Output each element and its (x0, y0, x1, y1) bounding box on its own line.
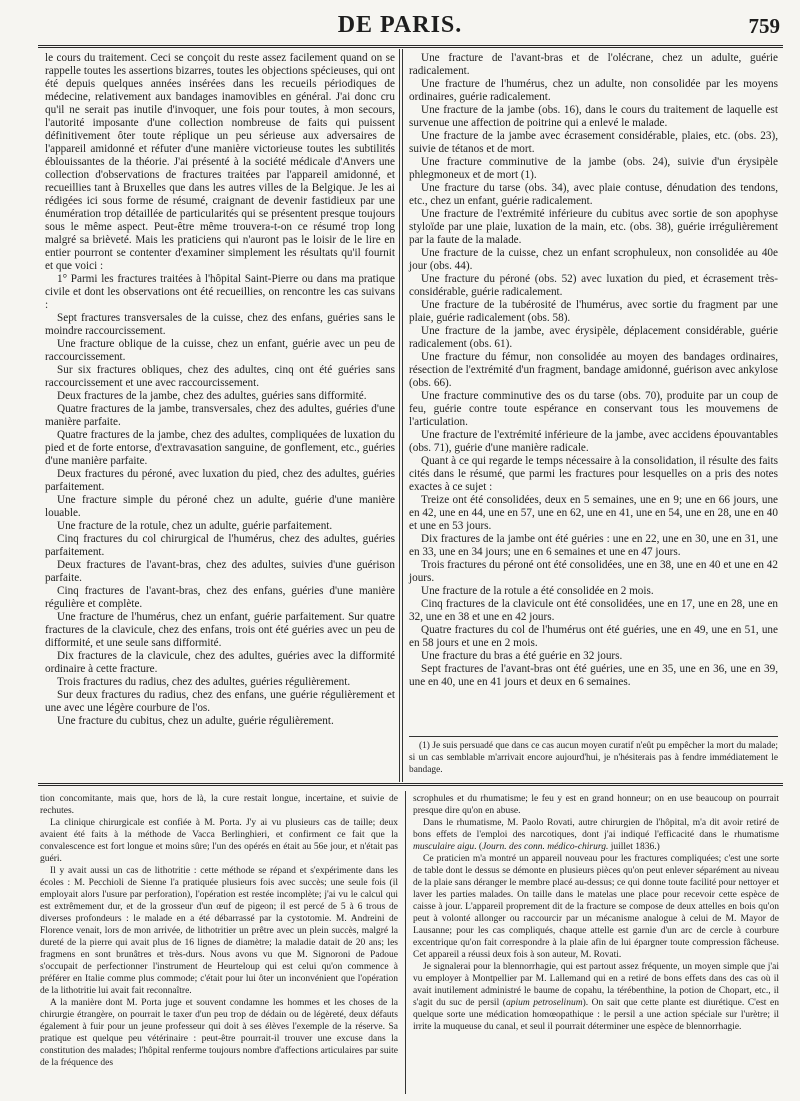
upper-left-column (45, 52, 395, 728)
paragraph: Cinq fractures de la clavicule ont été consolidées, une en 17, une en 28, une en 32, une en 38 et une en 42 jours. (409, 598, 778, 623)
paragraph: Trois fractures du péroné ont été consolidées, une en 38, une en 40 et une en 42 jours. (409, 559, 778, 584)
paragraph: Sept fractures transversales de la cuisse, chez des enfans, guéries sans le moindre raccourcissement. (45, 312, 395, 337)
paragraph: Sur six fractures obliques, chez des adultes, cinq ont été guéries sans raccourcissement et une avec raccourcissement. (45, 364, 395, 389)
italic-text: apium petroselinum (505, 998, 583, 1008)
lower-right-column (413, 793, 779, 1033)
paragraph: Une fracture de la rotule, chez un adulte, guérie parfaitement. (57, 520, 333, 532)
text-run: Je signalerai pour la blennorrhagie, qui est partout assez fréquente, un moyen simple que j'ai vu employer à Montpellier par M. Lallemand qui en a retiré de bons effets dans des cas où il avait inutilement administré le baume de copahu, la térébenthine, la potion de Chopart, etc., il s'agit du suc de persil ( (413, 962, 779, 1008)
paragraph: Deux fractures du péroné, avec luxation du pied, chez des adultes, guéries parfaitement. (45, 468, 395, 493)
paragraph (413, 817, 779, 853)
paragraph: Une fracture de l'humérus, chez un adulte, non consolidée par les moyens ordinaires, guérie radicalement. (409, 78, 778, 103)
paragraph: tion concomitante, mais que, hors de là, la cure restait longue, incertaine, et suivie de rechutes. (40, 794, 398, 816)
paragraph: Une fracture du cubitus, chez un adulte, guérie régulièrement. (57, 715, 334, 727)
paragraph: Une fracture de la rotule a été consolidée en 2 mois. (421, 585, 654, 597)
section-rule (38, 783, 783, 786)
paragraph: Une fracture du bras a été guérie en 32 jours. (421, 650, 623, 662)
footnote (409, 741, 778, 776)
column-divider-double (399, 49, 403, 782)
paragraph: Une fracture du fémur, non consolidée au moyen des bandages ordinaires, résection de l'extrémité d'un fragment, bandage amidonné, guérison avec ankylose (obs. 66). (409, 351, 778, 389)
paragraph: Une fracture de l'avant-bras et de l'olécrane, chez un adulte, guérie radicalement. (409, 52, 778, 77)
header-rule (38, 45, 783, 48)
paragraph: Une fracture du péroné (obs. 52) avec luxation du pied, et écrasement très-considérable, guérie radicalement. (409, 273, 778, 298)
page-title: DE PARIS. (337, 12, 463, 38)
paragraph: Une fracture de la jambe avec écrasement considérable, plaies, etc. (obs. 23), suivie de tétanos et de mort. (409, 130, 778, 155)
text-run: . ( (474, 842, 483, 852)
paragraph: Une fracture de la tubérosité de l'humérus, avec sortie du fragment par une plaie, guérie radicalement (obs. 58). (409, 299, 778, 324)
upper-right-column (409, 52, 778, 689)
paragraph: Quant à ce qui regarde le temps nécessaire à la consolidation, il résulte des faits cités dans le résumé, que parmi les fractures pour lesquelles on a pris des notes exactes à ce sujet : (409, 455, 778, 493)
paragraph: Cinq fractures du col chirurgical de l'humérus, chez des adultes, guéries parfaitement. (45, 533, 395, 558)
text-run: ). On sait que cette plante est diurétique. C'est en quelque sorte une médication homœopathique : le persil a une action spéciale sur l'urètre; il irrite la muqueuse du canal, et seul il pourrait déterminer une espèce de blennorrhagie. (413, 998, 779, 1032)
paragraph: Il y avait aussi un cas de lithotritie : cette méthode se répand et s'expérimente dans les écoles : M. Pecchioli de Sienne l'a pratiquée plusieurs fois avec succès; une seule fois (il employait alors l'usure par perforation), l'opération est restée incomplète; j'ai vu le calcul qui est extrêmement dur, et de la grosseur d'un œuf de pigeon; il est percé de 5 à 6 trous de diverses profondeurs : le malade en a été débarrassé par la cystotomie. M. Andreini de Florence venait, lors de mon arrivée, de lithotritier un prêtre avec un plein succès, malgré la dureté de la pierre qui avait plus de 16 lignes de diamètre; la maladie datait de 20 ans; les fragmens en sont brunâtres et très-durs. Nous avons vu que M. Signoroni de Padoue s'occupait de perfectionner l'instrument de Heurteloup qui est celui qu'on commence à préférer en Italie comme plus commode; c'était pour lui ôter un inconvénient que l'opération de la lithotritie lui avait fait reconnaître. (40, 866, 398, 996)
paragraph: Treize ont été consolidées, deux en 5 semaines, une en 9; une en 66 jours, une en 42, une en 44, une en 57, une en 62, une en 41, une en 54, une en 28, une en 40 et une en 53 jours. (409, 494, 778, 532)
paragraph: Sept fractures de l'avant-bras ont été guéries, une en 35, une en 36, une en 39, une en 40, une en 41 jours et deux en 6 semaines. (409, 663, 778, 688)
paragraph: Quatre fractures du col de l'humérus ont été guéries, une en 49, une en 51, une en 58 jours et une en 2 mois. (409, 624, 778, 649)
paragraph: La clinique chirurgicale est confiée à M. Porta. J'y ai vu plusieurs cas de taille; deux avaient été faits à la méthode de Vacca Berlinghieri, et confirment ce fait que la convalescence est fort longue et moins sûre; l'un des opérés en était au 56e jour, et n'était pas guéri. (40, 818, 398, 864)
paragraph: Dix fractures de la jambe ont été guéries : une en 22, une en 30, une en 31, une en 33, une en 34 jours; une en 6 semaines et une en 47 jours. (409, 533, 778, 558)
paragraph: Une fracture de la cuisse, chez un enfant scrophuleux, non consolidée au 40e jour (obs. 44). (409, 247, 778, 272)
paragraph: Une fracture de la jambe, avec érysipèle, déplacement considérable, guérie radicalement (obs. 61). (409, 325, 778, 350)
lower-left-column (40, 793, 398, 1069)
italic-text: musculaire aigu (413, 842, 475, 852)
paragraph: Dix fractures de la clavicule, chez des adultes, guéries avec la difformité ordinaire à cette fracture. (45, 650, 395, 675)
paragraph: Une fracture de l'extrémité inférieure du cubitus avec sortie de son apophyse styloïde par une plaie, luxation de la main, etc. (obs. 38), guérie irrégulièrement par la faute de la malade. (409, 208, 778, 246)
paragraph: Quatre fractures de la jambe, chez des adultes, compliquées de luxation du pied et de forte entorse, d'extravasation sanguine, de gonflement, etc., guéries d'une manière parfaite. (45, 429, 395, 467)
paragraph (413, 961, 779, 1033)
paragraph: A la manière dont M. Porta juge et souvent condamne les hommes et les choses de la chirurgie étrangère, on pourrait le taxer d'un peu trop de dédain ou de légèreté, deux défauts également à fuir pour un jeune professeur qui doit à ses élèves l'exemple de la réserve. Sa pratique est quelque peu vétérinaire : peut-être pourrait-il trouver une excuse dans la constitution des malades; l'hôpital renferme toujours nombre d'affections articulaires par suite de la fréquence des (40, 998, 398, 1068)
footnote-text: (1) Je suis persuadé que dans ce cas aucun moyen curatif n'eût pu empêcher la mort du malade; si un cas semblable m'arrivait encore aujourd'hui, je n'hésiterais pas à fendre immédiatement le bandage. (409, 741, 778, 775)
paragraph: Une fracture comminutive des os du tarse (obs. 70), produite par un coup de feu, guérie contre toute espérance en conservant tous les mouvemens de l'articulation. (409, 390, 778, 428)
paragraph: scrophules et du rhumatisme; le feu y est en grand honneur; on en use beaucoup on pourrait presque dire qu'on en abuse. (413, 794, 779, 816)
column-divider (405, 791, 406, 1094)
paragraph: Une fracture du tarse (obs. 34), avec plaie contuse, dénudation des tendons, etc., chez un enfant, guérie radicalement. (409, 182, 778, 207)
paragraph: Une fracture de la jambe (obs. 16), dans le cours du traitement de laquelle est survenue une affection de poitrine qui a enlevé le malade. (409, 104, 778, 129)
paragraph: Une fracture simple du péroné chez un adulte, guérie d'une manière louable. (45, 494, 395, 519)
paragraph: 1° Parmi les fractures traitées à l'hôpital Saint-Pierre ou dans ma pratique civile et dont les observations ont été recueillies, on rencontre les cas suivans : (45, 273, 395, 311)
paragraph: Deux fractures de l'avant-bras, chez des adultes, suivies d'une guérison parfaite. (45, 559, 395, 584)
paragraph: Ce praticien m'a montré un appareil nouveau pour les fractures compliquées; c'est une sorte de table dont le dessus se démonte en plusieurs pièces qu'on peut enlever séparément au niveau de la plaie sans déranger le membre placé au-dessus; ce qui donne toute facilité pour nettoyer et laver les parties malades. On taille dans le matelas une place pour recevoir cette espèce de caisse à jour. L'appareil proprement dit de la fracture se compose de deux attelles en bois qu'on peut à volonté allonger ou raccourcir par un mécanisme analogue à celui de M. Mayor de Lausanne; pour les cas compliqués, chaque attelle est garnie d'un arc de cercle à courbure excentrique qu'on fait correspondre à la plaie afin de lui épargner toute compression fâcheuse. Cet appareil a réussi deux fois à son auteur, M. Rovati. (413, 854, 779, 960)
page-number: 759 (748, 14, 780, 38)
text-run: Dans le rhumatisme, M. Paolo Rovati, autre chirurgien de l'hôpital, m'a dit avoir retiré de bons effets de l'emploi des narcotiques, dont j'ai indiqué l'efficacité dans le rhumatisme (413, 818, 779, 840)
paragraph: Une fracture comminutive de la jambe (obs. 24), suivie d'un érysipèle phlegmoneux et de mort (1). (409, 156, 778, 181)
text-run: juillet 1836.) (608, 842, 660, 852)
paragraph: Deux fractures de la jambe, chez des adultes, guéries sans difformité. (57, 390, 367, 402)
paragraph: Cinq fractures de l'avant-bras, chez des enfans, guéries d'une manière régulière et complète. (45, 585, 395, 610)
paragraph: Une fracture de l'extrémité inférieure de la jambe, avec accidens épouvantables (obs. 71), guérie d'une manière radicale. (409, 429, 778, 454)
paragraph: Une fracture de l'humérus, chez un enfant, guérie parfaitement. Sur quatre fractures de la clavicule, chez des enfans, trois ont été guéries avec un peu de difformité, et une seule sans difformité. (45, 611, 395, 649)
paragraph: Quatre fractures de la jambe, transversales, chez des adultes, guéries d'une manière parfaite. (45, 403, 395, 428)
italic-text: Journ. des conn. médico-chirurg. (482, 842, 609, 852)
footnote-rule (409, 736, 778, 737)
paragraph: Sur deux fractures du radius, chez des enfans, une guérie régulièrement et une avec une légère courbure de l'os. (45, 689, 395, 714)
paragraph: le cours du traitement. Ceci se conçoit du reste assez facilement quand on se rappelle toutes les assertions bizarres, toutes les objections spécieuses, qui ont été depuis quelques années insérées dans les recueils périodiques de médecine, relativement aux bandages inamovibles en général. J'ai donc cru qu'il ne serait pas inutile d'invoquer, une fois pour toutes, à mon secours, l'autorité imposante d'une collection nombreuse de faits qui puissent définitivement ôter toute réplique un peu sérieuse aux adversaires de l'appareil amidonné et réfuter d'une manière victorieuse toutes les subtilités éblouissantes de la théorie. J'ai présenté à la société médicale d'Anvers une collection d'observations de fractures traitées par l'appareil amidonné, et recueillies tant à Bruxelles que dans les autres villes de la Belgique. Je les ai rédigées ici sous forme de résumé, craignant de devenir fastidieux par une énumération trop détaillée de particularités qui se présentent presque toujours sous le même aspect. Peut-être même trouvera-t-on ce résumé trop long malgré sa brièveté. Mais les praticiens qui n'auront pas le loisir de le lire en entier pourront se contenter d'examiner simplement les résultats qu'il fournit et que voici : (45, 52, 395, 272)
paragraph: Une fracture oblique de la cuisse, chez un enfant, guérie avec un peu de raccourcissement. (45, 338, 395, 363)
paragraph: Trois fractures du radius, chez des adultes, guéries régulièrement. (57, 676, 351, 688)
